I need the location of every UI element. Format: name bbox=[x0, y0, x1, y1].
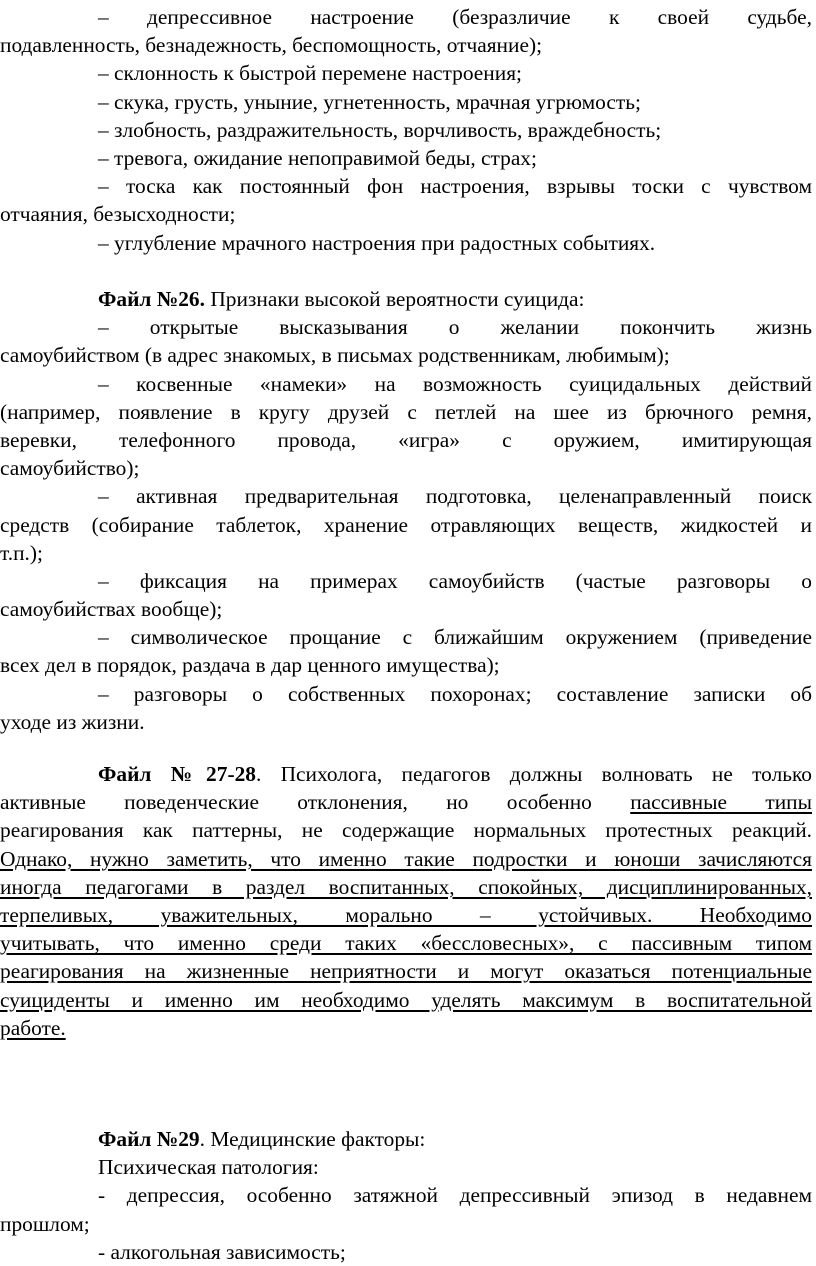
underlined-line: учитывать, что именно среди таких «бессловесных», с пассивным типом bbox=[0, 931, 812, 956]
list-item: – разговоры о собственных похоронах; составление записки об bbox=[98, 681, 812, 706]
list-item: – скука, грусть, уныние, угнетенность, мрачная угрюмость; bbox=[98, 89, 641, 114]
heading-text: . Медицинские факторы: bbox=[199, 1127, 426, 1151]
list-item: – тоска как постоянный фон настроения, взрывы тоски с чувством bbox=[98, 174, 812, 199]
underlined-line: работе. bbox=[0, 1015, 66, 1040]
underlined-line: суициденты и именно им необходимо уделять максимум в воспитательной bbox=[0, 987, 812, 1012]
list-item-continuation: прошлом; bbox=[0, 1211, 90, 1236]
file-label: Файл №26. bbox=[98, 287, 205, 311]
list-item: – склонность к быстрой перемене настроения; bbox=[98, 61, 522, 86]
list-item: – фиксация на примерах самоубийств (частые разговоры о bbox=[98, 568, 812, 593]
underlined-text: пассивные типы bbox=[630, 790, 812, 815]
list-item: – активная предварительная подготовка, целенаправленный поиск bbox=[98, 484, 812, 509]
list-item-continuation: всех дел в порядок, раздача в дар ценного имущества); bbox=[0, 653, 500, 678]
list-item: – тревога, ожидание непоправимой беды, страх; bbox=[98, 145, 537, 170]
list-item-continuation: веревки, телефонного провода, «игра» с оружием, имитирующая bbox=[0, 427, 812, 452]
file-26-section bbox=[0, 285, 812, 736]
list-item: – символическое прощание с ближайшим окружением (приведение bbox=[98, 625, 812, 650]
list-item: – углубление мрачного настроения при радостных событиях. bbox=[98, 230, 656, 255]
underlined-line: терпеливых, уважительных, морально – устойчивых. Необходимо bbox=[0, 902, 812, 927]
list-item: – злобность, раздражительность, ворчливость, враждебность; bbox=[98, 117, 662, 142]
list-item: - депрессия, особенно затяжной депрессивный эпизод в недавнем bbox=[98, 1183, 812, 1208]
file-label: Файл №29 bbox=[98, 1127, 200, 1151]
underlined-line: иногда педагогами в раздел воспитанных, спокойных, дисциплинированных, bbox=[0, 874, 812, 899]
list-item-continuation: самоубийствах вообще); bbox=[0, 597, 223, 622]
file-29-section bbox=[0, 1125, 812, 1266]
list-item: - алкогольная зависимость; bbox=[98, 1239, 346, 1264]
underlined-line: Однако, нужно заметить, что именно такие подростки и юноши зачисляются bbox=[0, 846, 812, 871]
file-label: Файл №27-28 bbox=[98, 762, 256, 786]
list-item: – депрессивное настроение (безразличие к своей судьбе, bbox=[98, 5, 812, 29]
file-27-28-section bbox=[0, 760, 812, 1042]
list-item-continuation: уходе из жизни. bbox=[0, 709, 145, 734]
list-item-continuation: т.п.); bbox=[0, 540, 43, 565]
list-item-continuation: подавленность, безнадежность, беспомощность, отчаяние); bbox=[0, 33, 543, 58]
section-heading bbox=[0, 285, 812, 313]
list-item-continuation: средств (собирание таблеток, хранение отравляющих веществ, жидкостей и bbox=[0, 512, 812, 537]
underlined-line: реагирования на жизненные неприятности и могут оказаться потенциальные bbox=[0, 959, 812, 984]
list-item-continuation: самоубийство); bbox=[0, 456, 140, 481]
paragraph-line: Файл №27-28. Психолога, педагогов должны волновать не только bbox=[98, 762, 813, 786]
list-item: – открытые высказывания о желании покончить жизнь bbox=[98, 315, 812, 340]
list-item-continuation: (например, появление в кругу друзей с петлей на шее из брючного ремня, bbox=[0, 399, 812, 424]
list-item-continuation: отчаяния, безысходности; bbox=[0, 202, 236, 227]
list-item: – косвенные «намеки» на возможность суицидальных действий bbox=[98, 371, 812, 396]
heading-text: Признаки высокой вероятности суицида: bbox=[204, 287, 585, 311]
paragraph-line: активные поведенческие отклонения, но особенно пассивные типы bbox=[0, 790, 812, 815]
section-heading bbox=[0, 1125, 812, 1153]
subheading: Психическая патология: bbox=[98, 1155, 319, 1180]
paragraph-line: реагирования как паттерны, не содержащие нормальных протестных реакций. bbox=[0, 818, 812, 843]
symptoms-list bbox=[0, 3, 812, 257]
list-item-continuation: самоубийством (в адрес знакомых, в письмах родственникам, любимым); bbox=[0, 343, 670, 368]
